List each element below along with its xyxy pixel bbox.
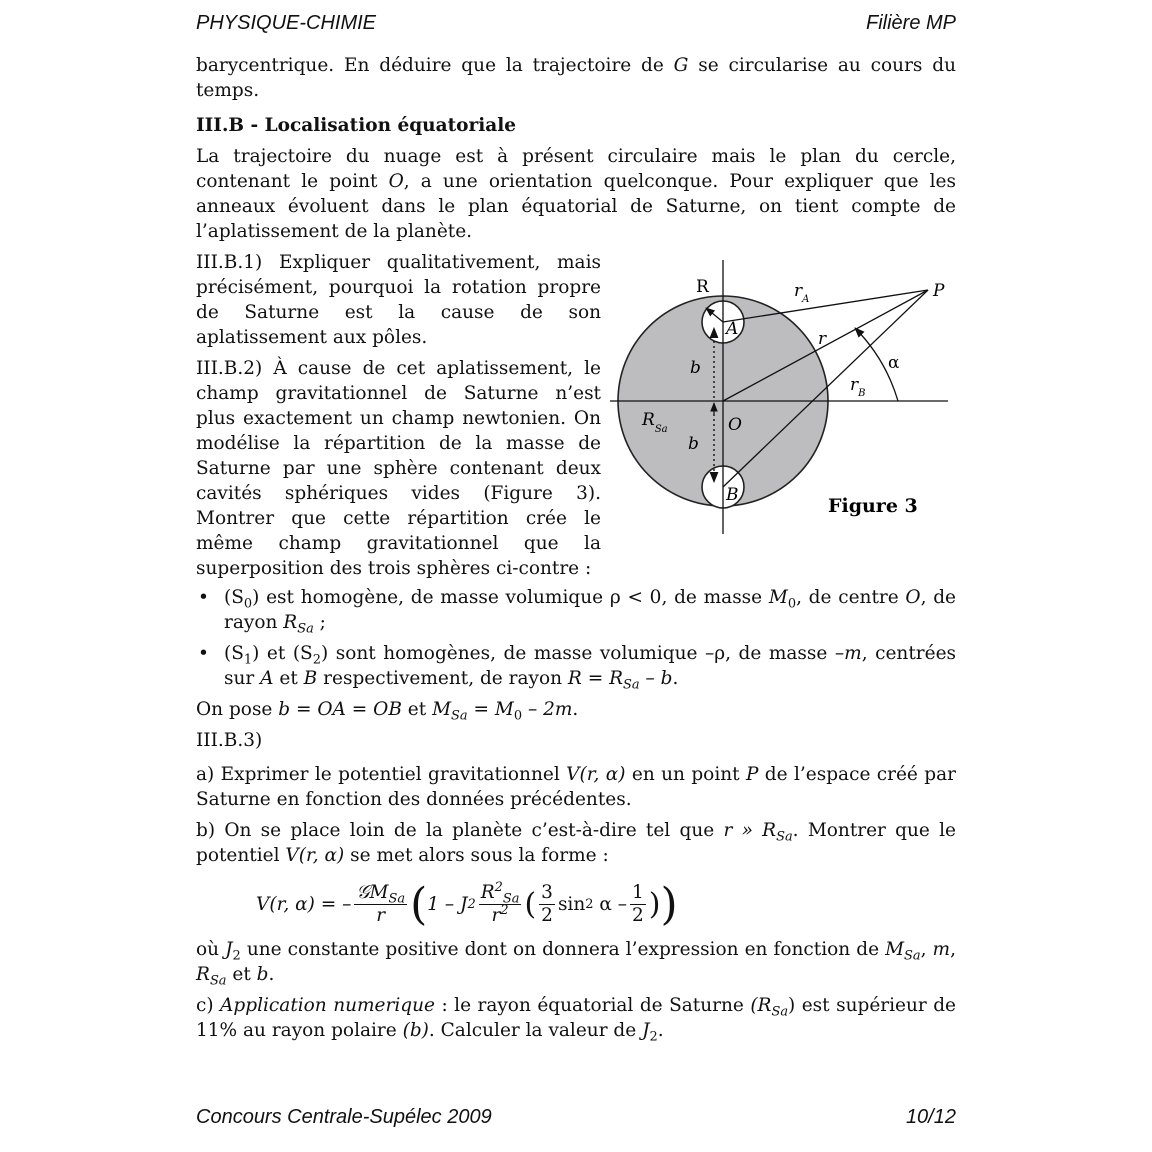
label-alpha: α xyxy=(888,353,900,373)
fraction-r2-over-r2: $\frac{R^2_{Sa}}{r^2}$ xyxy=(480,879,520,926)
header-track: Filière MP xyxy=(865,12,956,34)
list-item: • $(S_1)$ et $(S_2)$ sont homogènes, de masse volumique –ρ, de masse –m, centrées sur A et B respectivement, de rayon $R = R_{Sa} - b$. xyxy=(198,643,957,693)
label-A: A xyxy=(726,319,739,339)
section-title: III.B - Localisation équatoriale xyxy=(196,115,517,136)
label-rA: $r_A$ xyxy=(794,281,810,305)
fraction-gm-over-r: $\frac{𝒢M_{Sa}}{r}$ xyxy=(356,882,406,926)
footer-exam: Concours Centrale-Supélec 2009 xyxy=(196,1106,492,1128)
question-III-B-1: III.B.1) Expliquer qualitativement, mais précisément, pourquoi la rotation propre de Saturne est la cause de son aplatissement aux pôles. xyxy=(196,252,601,348)
section-paragraph: La trajectoire du nuage est à présent circulaire mais le plan du cercle, contenant le point O, a une orientation quelconque. Pour expliquer que les anneaux évoluent dans le plan équatorial de Saturne, on tient compte de l’aplatissement de la planète. xyxy=(196,146,957,242)
figure-3 xyxy=(610,252,950,542)
question-a: a) Exprimer le potentiel gravitationnel V(r, α) en un point P de l’espace créé par Saturne en fonction des données précédentes. xyxy=(196,764,956,810)
intro-paragraph: barycentrique. En déduire que la trajectoire de G se circularise au cours du temps. xyxy=(196,55,956,101)
label-B: B xyxy=(726,485,739,505)
definitions-line: On pose b = OA = OB et $M_{Sa} = M_0 - 2m$. xyxy=(196,699,579,724)
fraction-three-halves: $\frac{3}{2}$ xyxy=(541,882,553,926)
sphere-list xyxy=(196,585,956,691)
label-b-bottom: b xyxy=(688,434,699,454)
question-figure-block xyxy=(196,250,956,581)
left-column xyxy=(196,250,601,581)
question-III-B-2: III.B.2) À cause de cet aplatissement, le champ gravitationnel de Saturne n’est plus exactement un champ newtonien. On modélise la répartition de la masse de Saturne par une sphère contenant deux cavités sphériques vides (Figure 3). Montrer que cette répartition crée le même champ gravitationnel que la superposition des trois sphères ci-contre : xyxy=(196,358,601,579)
figure-caption: Figure 3 xyxy=(828,495,918,517)
header-subject: PHYSIQUE-CHIMIE xyxy=(196,12,377,34)
list-item: • $(S_0)$ est homogène, de masse volumique ρ < 0, de masse $M_0$, de centre O, de rayon $R_{Sa}$ ; xyxy=(198,587,956,637)
question-III-B-3: III.B.3) xyxy=(196,730,263,751)
label-rB: $r_B$ xyxy=(850,375,866,399)
potential-equation: V(r, α) = – $\frac{𝒢M_{Sa}}{r}$ ( 1 – J 2 $\frac{R^2_{Sa}}{r^2}$ ( $\frac{3}{2}$ sin 2 α – $\frac{1}{2}$ ) ) xyxy=(256,878,678,930)
question-b: b) On se place loin de la planète c’est-à-dire tel que r » $R_{Sa}$. Montrer que le potentiel V(r, α) se met alors sous la forme : xyxy=(196,820,956,866)
label-b-top: b xyxy=(690,358,701,378)
footer-page-number: 10/12 xyxy=(905,1106,956,1128)
label-P: P xyxy=(933,281,945,301)
label-O: O xyxy=(728,415,742,435)
fraction-one-half: $\frac{1}{2}$ xyxy=(632,882,644,926)
label-r: r xyxy=(818,329,827,349)
page-body xyxy=(196,53,956,1043)
label-R: R xyxy=(696,277,709,297)
label-RSa: $R_{Sa}$ xyxy=(642,410,668,435)
j2-definition: où $J_2$ une constante positive dont on donnera l’expression en fonction de $M_{Sa}$, m, $R_{Sa}$ et b. xyxy=(196,939,956,989)
question-c: c) Application numerique : le rayon équatorial de Saturne $(R_{Sa})$ est supérieur de 11% au rayon polaire (b). Calculer la valeur de $J_2$. xyxy=(196,995,957,1045)
